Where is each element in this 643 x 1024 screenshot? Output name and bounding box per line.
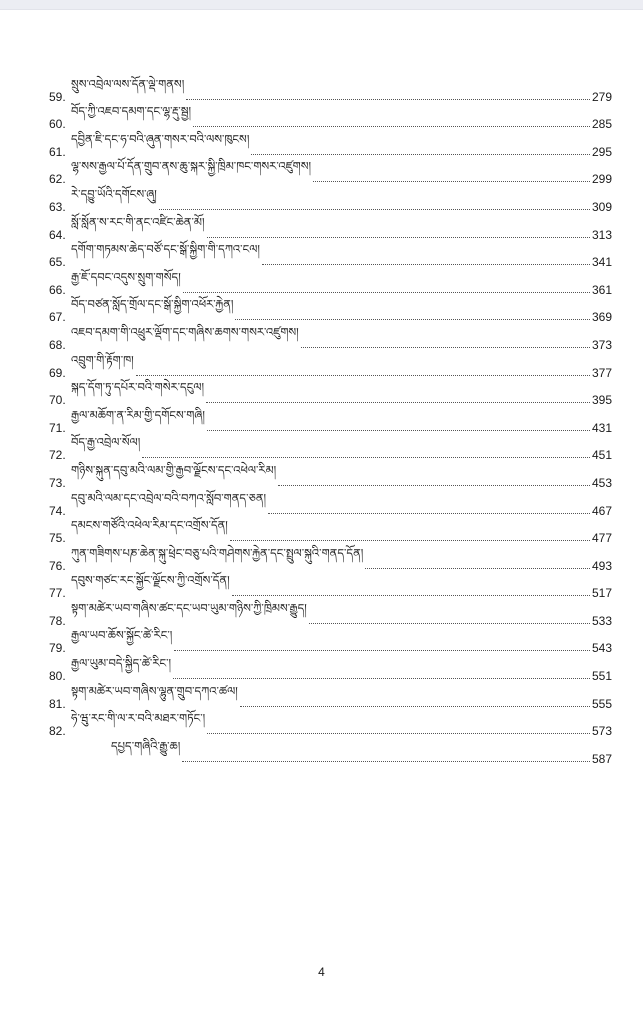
toc-entry-page: 299 (591, 172, 612, 187)
toc-entry-number: 82. (49, 724, 66, 739)
dot-leader (313, 181, 590, 182)
dot-leader (193, 126, 590, 127)
toc-entry-number: 69. (49, 365, 66, 380)
toc-entry-page: 309 (591, 199, 612, 214)
toc-entry-title: འཇབ་དམག་གི་འཕྲུར་ལྡོག་དང་གཞིས་ཆགས་གསར་འཛུགས། (71, 324, 299, 339)
toc-entry-number: 60. (49, 117, 66, 132)
toc-entry-number: 81. (49, 696, 66, 711)
toc-entry-page: 453 (591, 475, 612, 490)
toc-entry-title: བོད་བཙན་སློད་གྲོལ་དང་སྒོ་སྐྱིག་འཕོར་རྐྱེན། (71, 297, 234, 312)
toc-entry-title: རྒྱ་ཇོ་དབང་འདུས་སྲུག་གསོད། (71, 269, 181, 284)
dot-leader (159, 209, 590, 210)
toc-entry-number: 79. (49, 641, 66, 656)
toc-entry-page: 395 (591, 393, 612, 408)
dot-leader (182, 761, 590, 762)
toc-entry-title: དབུས་གཙང་རང་སྐྱོང་ལྗོངས་ཀྱི་འགྲོས་དོན། (71, 573, 230, 588)
toc-entry-title: སློ་སློན་ས་རང་གི་ནང་འཛིང་ཆེན་མོ། (71, 214, 205, 229)
toc-entry-page: 555 (591, 696, 612, 711)
toc-entry-title: བོད་རྒྱ་འབྲེལ་སོལ། (71, 435, 141, 450)
toc-entry-page: 369 (591, 310, 612, 325)
dot-leader (186, 99, 590, 100)
toc-entry-title: རྒྱལ་མཆོག་ན་རིམ་གྱི་དགོངས་གཞི། (71, 407, 205, 422)
toc-entry-title: དབུ་མའི་ལམ་དང་འབྲེལ་བའི་བཀའ་སློབ་གནད་ཅན། (71, 490, 267, 505)
table-of-contents (49, 76, 612, 766)
dot-leader (301, 347, 590, 348)
toc-entry-number: 59. (49, 89, 66, 104)
toc-entry-number: 74. (49, 503, 66, 518)
toc-entry-page: 517 (591, 586, 612, 601)
toc-entry-title: རྒྱལ་ཡུམ་བདེ་སྐྱིད་ཚེ་རིང་། (71, 656, 172, 671)
toc-entry-number: 68. (49, 337, 66, 352)
toc-entry-number: 65. (49, 255, 66, 270)
toc-entry-page: 285 (591, 117, 612, 132)
toc-entry-number: 62. (49, 172, 66, 187)
toc-entry-page: 373 (591, 337, 612, 352)
toc-entry-title: དཔྱད་གཞིའི་རྒྱུ་ཆ། (111, 738, 181, 753)
toc-entry-title: སྐད་དོག་ཏུ་དཔོར་བའི་གསེར་དངུལ། (71, 380, 204, 395)
toc-entry-number: 70. (49, 393, 66, 408)
toc-entry-title: སྟག་མཚེར་ཡབ་གཞིས་ཚང་དང་ཡབ་ཡུམ་གཉིས་ཀྱི་ཁྲིམས་རྒྱུད། (71, 600, 307, 615)
toc-entry-number: 71. (49, 420, 66, 435)
toc-entry-title: འབྲུག་གི་རྟོག་ཁ། (71, 352, 134, 367)
toc-entry-number: 80. (49, 669, 66, 684)
toc-entry-page: 313 (591, 227, 612, 242)
toc-entry-number: 63. (49, 199, 66, 214)
toc-entry-page: 377 (591, 365, 612, 380)
toc-entry-title: སྟག་མཚེར་ཡབ་གཞིས་ལྷུན་གྲུབ་དཀའ་ཚལ། (71, 683, 238, 698)
toc-entry-page: 573 (591, 724, 612, 739)
toc-entry-bibliography[interactable] (49, 738, 612, 766)
dot-leader (207, 733, 590, 734)
dot-leader (206, 402, 590, 403)
toc-entry-page: 543 (591, 641, 612, 656)
toc-entry-title: གཉིས་སྐུན་དབུ་མའི་ལམ་གྱི་རྒྱབ་ལྗོངས་དང་འཕེལ་རིམ། (71, 462, 277, 477)
toc-entry-page: 467 (591, 503, 612, 518)
dot-leader (174, 650, 590, 651)
toc-entry-number: 61. (49, 144, 66, 159)
toc-entry-title: ཧེ་ཝུ་རང་གི་ལ་ར་བའི་མཐར་གཏོང་། (71, 711, 206, 726)
dot-leader (365, 568, 590, 569)
dot-leader (207, 430, 590, 431)
toc-entry-number: 66. (49, 282, 66, 297)
toc-entry-title: རེ་དབྱུ་ཡོའི་དགོངས་ཞུ། (71, 186, 157, 201)
dot-leader (207, 237, 590, 238)
dot-leader (240, 706, 590, 707)
toc-entry-number: 64. (49, 227, 66, 242)
toc-entry-page: 361 (591, 282, 612, 297)
toc-entry-page: 431 (591, 420, 612, 435)
toc-entry-number: 67. (49, 310, 66, 325)
toc-entry-title: དབྱིན་ཇི་དང་ཧ་བའི་ཞུན་གསར་བའི་ལས་ཁུངས། (71, 131, 250, 146)
toc-entry-number: 72. (49, 448, 66, 463)
toc-entry-page: 533 (591, 613, 612, 628)
toc-entry-title: རྒྱལ་ཡབ་ཆོས་སྐྱོང་ཚེ་རིང་། (71, 628, 173, 643)
toc-entry-number: 75. (49, 531, 66, 546)
toc-entry-number: 78. (49, 613, 66, 628)
toc-entry-page: 451 (591, 448, 612, 463)
dot-leader (268, 513, 590, 514)
toc-entry-page: 477 (591, 531, 612, 546)
dot-leader (183, 292, 590, 293)
toc-entry-title: དམངས་གཙོའི་འཕེལ་རིམ་དང་འགྲོས་དོན། (71, 518, 228, 533)
toc-entry-page: 493 (591, 558, 612, 573)
toc-entry-page: 551 (591, 669, 612, 684)
viewer-top-bar (0, 0, 643, 10)
page-number: 4 (318, 965, 325, 979)
toc-entry-page: 295 (591, 144, 612, 159)
toc-entry-title: བོད་ཀྱི་འཇབ་དམག་དང་ལྷ་རྡུ་སྦྱ། (71, 104, 192, 119)
toc-entry-title: ལྷ་སས་རྒྱལ་པོ་དོན་གྲུབ་ནས་ཆུ་སྐར་སྐྱི་ཁྲིམ་ཁང་གསར་འཛུགས། (71, 159, 312, 174)
toc-entry-page: 341 (591, 255, 612, 270)
toc-entry-page: 279 (591, 89, 612, 104)
toc-entry-number: 76. (49, 558, 66, 573)
document-page (0, 10, 643, 1024)
dot-leader (278, 485, 590, 486)
toc-entry-title: སྲུས་འབྲེལ་ལས་དོན་ལྡེ་གནས། (71, 76, 185, 91)
toc-entry-title: དགོག་གཏམས་ཆེད་བཙོ་དང་སྒོ་སྐྱིག་གི་དཀའ་ངལ། (71, 242, 260, 257)
toc-entry-title: ཀུན་གཟིགས་པཎ་ཆེན་སྐུ་ཕྲེང་བཅུ་པའི་གཤེགས་རྐྱེན་དང་སྤྲུལ་སྐུའི་གནད་དོན། (71, 545, 364, 560)
dot-leader (262, 264, 590, 265)
toc-entry-page: 587 (591, 751, 612, 766)
dot-leader (309, 623, 590, 624)
toc-entry-number: 73. (49, 475, 66, 490)
toc-entry-number: 77. (49, 586, 66, 601)
